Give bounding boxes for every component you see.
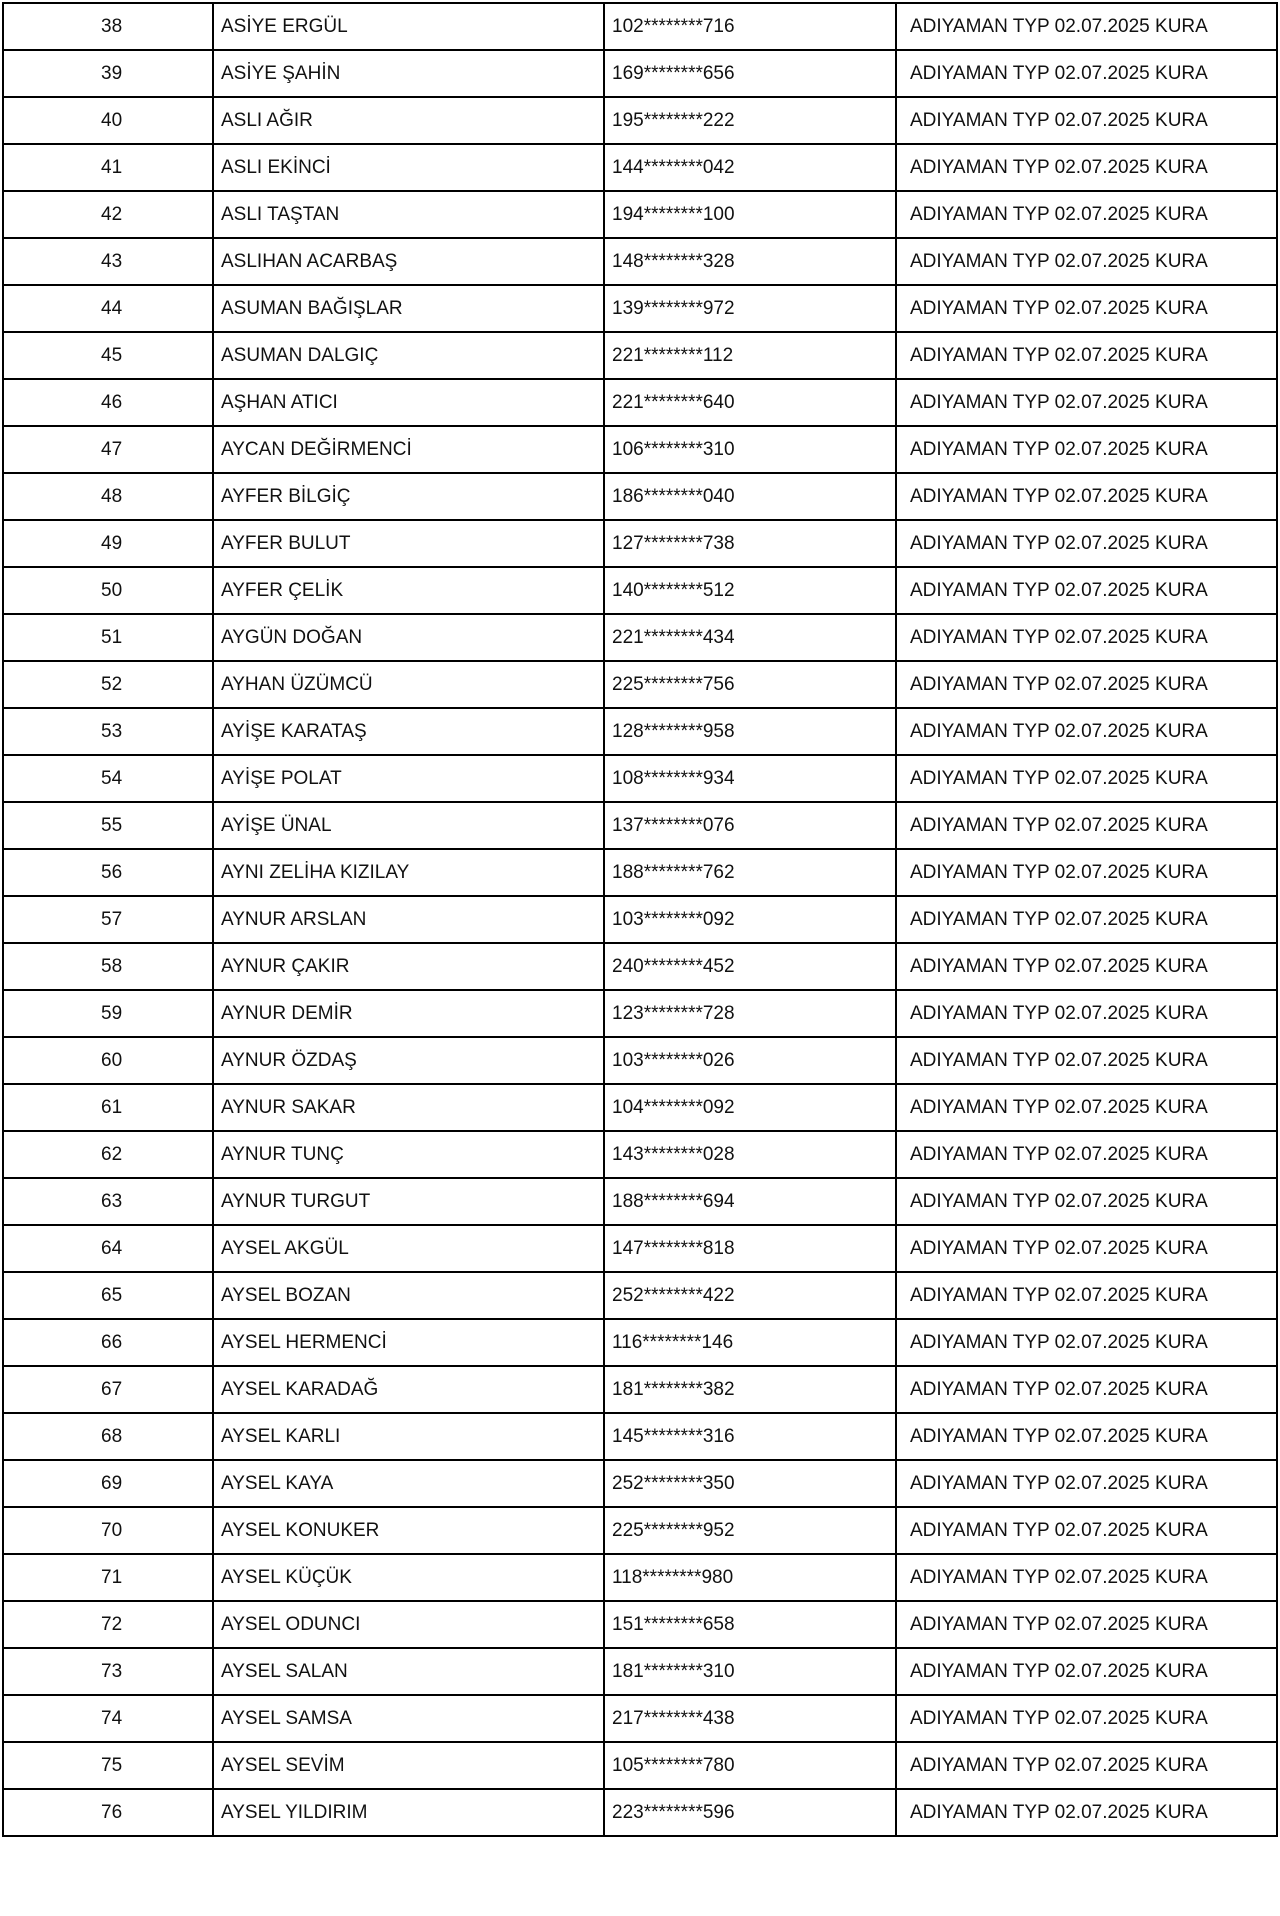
id-number-cell: 225********756: [604, 661, 896, 708]
row-number-cell: 44: [3, 285, 213, 332]
row-number-cell: 46: [3, 379, 213, 426]
lottery-info-cell: ADIYAMAN TYP 02.07.2025 KURA: [896, 1037, 1277, 1084]
lottery-info-cell: ADIYAMAN TYP 02.07.2025 KURA: [896, 567, 1277, 614]
table-row: [3, 1742, 1277, 1789]
name-cell: AYFER BULUT: [213, 520, 604, 567]
id-number-cell: 181********382: [604, 1366, 896, 1413]
row-number-cell: 41: [3, 144, 213, 191]
lottery-info-cell: ADIYAMAN TYP 02.07.2025 KURA: [896, 1742, 1277, 1789]
id-number-cell: 221********112: [604, 332, 896, 379]
name-cell: AYSEL KONUKER: [213, 1507, 604, 1554]
id-number-cell: 103********026: [604, 1037, 896, 1084]
name-cell: ASUMAN DALGIÇ: [213, 332, 604, 379]
name-cell: AYNUR ÇAKIR: [213, 943, 604, 990]
row-number-cell: 64: [3, 1225, 213, 1272]
id-number-cell: 116********146: [604, 1319, 896, 1366]
lottery-info-cell: ADIYAMAN TYP 02.07.2025 KURA: [896, 1272, 1277, 1319]
name-cell: AYSEL SAMSA: [213, 1695, 604, 1742]
row-number-cell: 53: [3, 708, 213, 755]
lottery-info-cell: ADIYAMAN TYP 02.07.2025 KURA: [896, 802, 1277, 849]
name-cell: AYNI ZELİHA KIZILAY: [213, 849, 604, 896]
id-number-cell: 148********328: [604, 238, 896, 285]
id-number-cell: 140********512: [604, 567, 896, 614]
lottery-info-cell: ADIYAMAN TYP 02.07.2025 KURA: [896, 520, 1277, 567]
lottery-info-cell: ADIYAMAN TYP 02.07.2025 KURA: [896, 1789, 1277, 1836]
row-number-cell: 63: [3, 1178, 213, 1225]
lottery-info-cell: ADIYAMAN TYP 02.07.2025 KURA: [896, 426, 1277, 473]
row-number-cell: 73: [3, 1648, 213, 1695]
id-number-cell: 169********656: [604, 50, 896, 97]
id-number-cell: 181********310: [604, 1648, 896, 1695]
lottery-info-cell: ADIYAMAN TYP 02.07.2025 KURA: [896, 1319, 1277, 1366]
id-number-cell: 186********040: [604, 473, 896, 520]
id-number-cell: 123********728: [604, 990, 896, 1037]
name-cell: AŞHAN ATICI: [213, 379, 604, 426]
name-cell: ASLI TAŞTAN: [213, 191, 604, 238]
name-cell: ASLIHAN ACARBAŞ: [213, 238, 604, 285]
id-number-cell: 147********818: [604, 1225, 896, 1272]
lottery-info-cell: ADIYAMAN TYP 02.07.2025 KURA: [896, 3, 1277, 50]
id-number-cell: 221********640: [604, 379, 896, 426]
row-number-cell: 56: [3, 849, 213, 896]
table-row: [3, 1648, 1277, 1695]
name-cell: AYNUR SAKAR: [213, 1084, 604, 1131]
row-number-cell: 39: [3, 50, 213, 97]
table-row: [3, 614, 1277, 661]
row-number-cell: 45: [3, 332, 213, 379]
id-number-cell: 240********452: [604, 943, 896, 990]
lottery-info-cell: ADIYAMAN TYP 02.07.2025 KURA: [896, 990, 1277, 1037]
row-number-cell: 58: [3, 943, 213, 990]
table-row: [3, 1366, 1277, 1413]
table-row: [3, 849, 1277, 896]
table-row: [3, 990, 1277, 1037]
row-number-cell: 48: [3, 473, 213, 520]
lottery-info-cell: ADIYAMAN TYP 02.07.2025 KURA: [896, 1648, 1277, 1695]
name-cell: AYNUR TUNÇ: [213, 1131, 604, 1178]
row-number-cell: 76: [3, 1789, 213, 1836]
table-row: [3, 3, 1277, 50]
name-cell: AYHAN ÜZÜMCÜ: [213, 661, 604, 708]
table-row: [3, 708, 1277, 755]
lottery-info-cell: ADIYAMAN TYP 02.07.2025 KURA: [896, 1554, 1277, 1601]
document-sheet: [2, 2, 1276, 1837]
id-number-cell: 143********028: [604, 1131, 896, 1178]
lottery-info-cell: ADIYAMAN TYP 02.07.2025 KURA: [896, 1601, 1277, 1648]
id-number-cell: 188********762: [604, 849, 896, 896]
id-number-cell: 252********350: [604, 1460, 896, 1507]
lottery-info-cell: ADIYAMAN TYP 02.07.2025 KURA: [896, 896, 1277, 943]
table-row: [3, 755, 1277, 802]
id-number-cell: 252********422: [604, 1272, 896, 1319]
id-number-cell: 105********780: [604, 1742, 896, 1789]
lottery-info-cell: ADIYAMAN TYP 02.07.2025 KURA: [896, 191, 1277, 238]
table-row: [3, 1178, 1277, 1225]
lottery-info-cell: ADIYAMAN TYP 02.07.2025 KURA: [896, 1178, 1277, 1225]
name-cell: AYSEL SEVİM: [213, 1742, 604, 1789]
row-number-cell: 38: [3, 3, 213, 50]
lottery-info-cell: ADIYAMAN TYP 02.07.2025 KURA: [896, 97, 1277, 144]
table-row: [3, 1460, 1277, 1507]
name-cell: ASLI AĞIR: [213, 97, 604, 144]
row-number-cell: 70: [3, 1507, 213, 1554]
id-number-cell: 225********952: [604, 1507, 896, 1554]
id-number-cell: 118********980: [604, 1554, 896, 1601]
row-number-cell: 42: [3, 191, 213, 238]
lottery-info-cell: ADIYAMAN TYP 02.07.2025 KURA: [896, 1507, 1277, 1554]
lottery-info-cell: ADIYAMAN TYP 02.07.2025 KURA: [896, 473, 1277, 520]
lottery-info-cell: ADIYAMAN TYP 02.07.2025 KURA: [896, 614, 1277, 661]
table-row: [3, 97, 1277, 144]
table-row: [3, 1507, 1277, 1554]
table-row: [3, 943, 1277, 990]
row-number-cell: 43: [3, 238, 213, 285]
id-number-cell: 144********042: [604, 144, 896, 191]
lottery-info-cell: ADIYAMAN TYP 02.07.2025 KURA: [896, 1695, 1277, 1742]
name-cell: AYSEL SALAN: [213, 1648, 604, 1695]
table-row: [3, 50, 1277, 97]
id-number-cell: 194********100: [604, 191, 896, 238]
table-row: [3, 1131, 1277, 1178]
lottery-info-cell: ADIYAMAN TYP 02.07.2025 KURA: [896, 661, 1277, 708]
name-cell: AYSEL ODUNCI: [213, 1601, 604, 1648]
row-number-cell: 62: [3, 1131, 213, 1178]
lottery-info-cell: ADIYAMAN TYP 02.07.2025 KURA: [896, 144, 1277, 191]
lottery-info-cell: ADIYAMAN TYP 02.07.2025 KURA: [896, 238, 1277, 285]
lottery-info-cell: ADIYAMAN TYP 02.07.2025 KURA: [896, 849, 1277, 896]
id-number-cell: 137********076: [604, 802, 896, 849]
lottery-info-cell: ADIYAMAN TYP 02.07.2025 KURA: [896, 285, 1277, 332]
row-number-cell: 55: [3, 802, 213, 849]
table-row: [3, 802, 1277, 849]
row-number-cell: 60: [3, 1037, 213, 1084]
name-cell: AYNUR DEMİR: [213, 990, 604, 1037]
id-number-cell: 127********738: [604, 520, 896, 567]
id-number-cell: 195********222: [604, 97, 896, 144]
row-number-cell: 66: [3, 1319, 213, 1366]
name-cell: AYSEL KARLI: [213, 1413, 604, 1460]
table-row: [3, 896, 1277, 943]
name-cell: ASİYE ŞAHİN: [213, 50, 604, 97]
name-cell: AYSEL KAYA: [213, 1460, 604, 1507]
row-number-cell: 72: [3, 1601, 213, 1648]
name-cell: AYSEL BOZAN: [213, 1272, 604, 1319]
table-row: [3, 1695, 1277, 1742]
id-number-cell: 102********716: [604, 3, 896, 50]
name-cell: AYGÜN DOĞAN: [213, 614, 604, 661]
table-body: [3, 3, 1277, 1836]
id-number-cell: 108********934: [604, 755, 896, 802]
name-cell: AYCAN DEĞİRMENCİ: [213, 426, 604, 473]
row-number-cell: 74: [3, 1695, 213, 1742]
row-number-cell: 49: [3, 520, 213, 567]
name-cell: AYİŞE ÜNAL: [213, 802, 604, 849]
table-row: [3, 1084, 1277, 1131]
name-cell: AYİŞE POLAT: [213, 755, 604, 802]
row-number-cell: 54: [3, 755, 213, 802]
table-row: [3, 1037, 1277, 1084]
row-number-cell: 52: [3, 661, 213, 708]
name-cell: AYSEL AKGÜL: [213, 1225, 604, 1272]
table-row: [3, 1319, 1277, 1366]
name-cell: ASLI EKİNCİ: [213, 144, 604, 191]
name-cell: AYSEL KARADAĞ: [213, 1366, 604, 1413]
id-number-cell: 106********310: [604, 426, 896, 473]
name-cell: AYİŞE KARATAŞ: [213, 708, 604, 755]
lottery-info-cell: ADIYAMAN TYP 02.07.2025 KURA: [896, 1366, 1277, 1413]
id-number-cell: 188********694: [604, 1178, 896, 1225]
id-number-cell: 145********316: [604, 1413, 896, 1460]
lottery-info-cell: ADIYAMAN TYP 02.07.2025 KURA: [896, 755, 1277, 802]
table-row: [3, 520, 1277, 567]
table-row: [3, 473, 1277, 520]
name-cell: AYFER BİLGİÇ: [213, 473, 604, 520]
row-number-cell: 47: [3, 426, 213, 473]
row-number-cell: 75: [3, 1742, 213, 1789]
row-number-cell: 51: [3, 614, 213, 661]
id-number-cell: 104********092: [604, 1084, 896, 1131]
row-number-cell: 50: [3, 567, 213, 614]
id-number-cell: 128********958: [604, 708, 896, 755]
name-cell: AYSEL YILDIRIM: [213, 1789, 604, 1836]
lottery-info-cell: ADIYAMAN TYP 02.07.2025 KURA: [896, 50, 1277, 97]
row-number-cell: 57: [3, 896, 213, 943]
row-number-cell: 65: [3, 1272, 213, 1319]
id-number-cell: 223********596: [604, 1789, 896, 1836]
lottery-info-cell: ADIYAMAN TYP 02.07.2025 KURA: [896, 1413, 1277, 1460]
lottery-info-cell: ADIYAMAN TYP 02.07.2025 KURA: [896, 379, 1277, 426]
lottery-info-cell: ADIYAMAN TYP 02.07.2025 KURA: [896, 332, 1277, 379]
table-row: [3, 238, 1277, 285]
id-number-cell: 103********092: [604, 896, 896, 943]
name-cell: ASİYE ERGÜL: [213, 3, 604, 50]
row-number-cell: 71: [3, 1554, 213, 1601]
row-number-cell: 69: [3, 1460, 213, 1507]
table-row: [3, 1789, 1277, 1836]
name-cell: ASUMAN BAĞIŞLAR: [213, 285, 604, 332]
name-cell: AYNUR ARSLAN: [213, 896, 604, 943]
table-row: [3, 285, 1277, 332]
name-cell: AYFER ÇELİK: [213, 567, 604, 614]
name-cell: AYNUR ÖZDAŞ: [213, 1037, 604, 1084]
lottery-results-table: [2, 2, 1278, 1837]
id-number-cell: 221********434: [604, 614, 896, 661]
row-number-cell: 40: [3, 97, 213, 144]
table-row: [3, 1413, 1277, 1460]
id-number-cell: 139********972: [604, 285, 896, 332]
table-row: [3, 379, 1277, 426]
table-row: [3, 332, 1277, 379]
row-number-cell: 61: [3, 1084, 213, 1131]
lottery-info-cell: ADIYAMAN TYP 02.07.2025 KURA: [896, 943, 1277, 990]
lottery-info-cell: ADIYAMAN TYP 02.07.2025 KURA: [896, 1460, 1277, 1507]
id-number-cell: 217********438: [604, 1695, 896, 1742]
table-row: [3, 191, 1277, 238]
lottery-info-cell: ADIYAMAN TYP 02.07.2025 KURA: [896, 1084, 1277, 1131]
table-row: [3, 426, 1277, 473]
name-cell: AYNUR TURGUT: [213, 1178, 604, 1225]
table-row: [3, 1225, 1277, 1272]
id-number-cell: 151********658: [604, 1601, 896, 1648]
table-row: [3, 1601, 1277, 1648]
lottery-info-cell: ADIYAMAN TYP 02.07.2025 KURA: [896, 708, 1277, 755]
table-row: [3, 1272, 1277, 1319]
table-row: [3, 1554, 1277, 1601]
name-cell: AYSEL HERMENCİ: [213, 1319, 604, 1366]
lottery-info-cell: ADIYAMAN TYP 02.07.2025 KURA: [896, 1131, 1277, 1178]
table-row: [3, 144, 1277, 191]
name-cell: AYSEL KÜÇÜK: [213, 1554, 604, 1601]
table-row: [3, 661, 1277, 708]
table-row: [3, 567, 1277, 614]
row-number-cell: 68: [3, 1413, 213, 1460]
lottery-info-cell: ADIYAMAN TYP 02.07.2025 KURA: [896, 1225, 1277, 1272]
row-number-cell: 59: [3, 990, 213, 1037]
row-number-cell: 67: [3, 1366, 213, 1413]
